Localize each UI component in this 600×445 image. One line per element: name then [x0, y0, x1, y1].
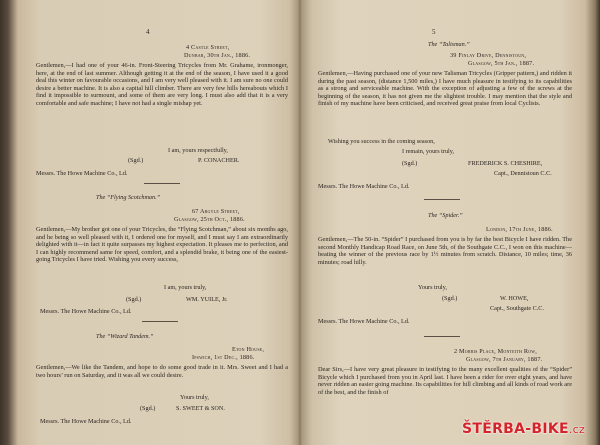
watermark-logo — [462, 421, 585, 437]
page-number: 5 — [432, 28, 436, 36]
watermark-text: ŠTĚRBA-BIKE — [462, 421, 569, 437]
letter-signer: W. HOWE, — [500, 295, 529, 302]
letter-body: Gentlemen,—My brother got one of your Tricycles, the “Flying Scotchman,” about six months ago, and he being so well pleased with it, I ordered one for myself, and I must say I am extraordinarily delighted with it—in fact it quite surpasses my highest expectation. It pleases me to perfection, and I can highly recommend same for speed, comfort, and a splendid brake, it being one of the easiest-going Tricycles I have tried. Wishing you every success, — [36, 226, 288, 263]
letter-addressee: Messrs. The Howe Machine Co., Ld. — [318, 318, 410, 325]
letter-closing: I remain, yours truly, — [402, 148, 455, 155]
letter-address-line2: Glasgow, 25th Oct., 1886. — [174, 216, 245, 223]
page-number: 4 — [146, 28, 150, 36]
left-page — [36, 0, 288, 445]
letter-addressee: Messrs. The Howe Machine Co., Ld. — [40, 418, 132, 425]
letter-title: The “Talisman.” — [428, 41, 470, 48]
letter-address-line1: 2 Morris Place, Monteith Row, — [454, 348, 537, 355]
letter-signer: S. SWEET & SON. — [176, 405, 225, 412]
letter-sgd: (Sgd.) — [442, 295, 458, 302]
letter-signer-title: Capt., Southgate C.C. — [490, 305, 544, 312]
letter-title: The “Wizard Tandem.” — [96, 333, 154, 340]
letter-address-line2: Glasgow, 7th January, 1887. — [466, 356, 543, 363]
letter-signer-title: Capt., Dennistoun C.C. — [494, 170, 552, 177]
letter-signer: WM. YUILE, Jr. — [186, 296, 228, 303]
letter-sgd: (Sgd.) — [126, 296, 142, 303]
letter-body: Gentlemen,—We like the Tandem, and hope to do some good trade in it. Mrs. Sweet and I had a two hours’ run on Saturday, and it was all we could desire. — [36, 364, 288, 379]
separator-rule — [424, 336, 460, 337]
letter-addressee: Messrs. The Howe Machine Co., Ld. — [36, 170, 128, 177]
separator-rule — [424, 199, 460, 200]
watermark-suffix: .cz — [568, 423, 586, 436]
letter-signer: FREDERICK S. CHESHIRE, — [468, 160, 543, 167]
letter-title: The “Spider.” — [428, 212, 463, 219]
right-page — [318, 0, 572, 445]
letter-title: The “Flying Scotchman.” — [96, 194, 161, 201]
letter-addressee: Messrs. The Howe Machine Co., Ld. — [318, 183, 410, 190]
letter-body: Gentlemen,—The 50-in. “Spider” I purchased from you is by far the best Bicycle I have ridden. The second Monthly Handicap Road Race, on June 5th, of the Southgate C.C., I won on this machine—beating the winner of the previous race by 1½ minutes from scratch. Distance, 10 miles; time, 36 minutes; road hilly. — [318, 236, 572, 266]
letter-closing: I am, yours truly, — [164, 284, 207, 291]
letter-address-line2: Ipswich, 1st Dec., 1886. — [192, 354, 255, 361]
letter-sgd: (Sgd.) — [128, 157, 144, 164]
letter-closing: Yours truly, — [180, 394, 209, 401]
separator-rule — [142, 321, 178, 322]
letter-body: Gentlemen,—I had one of your 46-in. Front-Steering Tricycles from Mr. Grahame, ironmonger, here, at the end of last summer. Although getting it at the end of the season, I have used it a good deal this winter on favourable occasions, and I am very well pleased with it. I am sure no one could desire a better machine. It is also a capital hill climber. There are very few hills hereabouts which I find it impossible to surmount, and some of them are very long. I must also add that it is a very comfortable and safe machine; I have not had a single mishap yet. — [36, 62, 288, 107]
letter-body: Gentlemen,—Having purchased one of your new Talisman Tricycles (Gripper pattern,) and ridden it during the past season, (distance 1,500 miles,) I have much pleasure in testifying to its capabilities as a strong and serviceable machine. With the exception of adjusting a few of the screws at the beginning of the season, it has not given me the slightest trouble. I may mention that the style and finish of my machine have been criticised, and received great praise from local Cyclists. — [318, 70, 572, 107]
letter-address-line1: 4 Castle Street, — [186, 44, 230, 51]
letter-address: London, 17th June, 1886. — [486, 226, 553, 233]
letter-closing: Yours truly, — [418, 284, 447, 291]
letter-address-line1: Eton House, — [232, 346, 265, 353]
letter-address-line1: 67 Argyle Street, — [192, 208, 240, 215]
letter-address-line1: 39 Finlay Drive, Dennistoun, — [450, 52, 527, 59]
letter-signer: P. CONACHER. — [198, 157, 240, 164]
letter-sgd: (Sgd.) — [140, 405, 156, 412]
letter-sgd: (Sgd.) — [402, 160, 418, 167]
letter-closing: I am, yours respectfully, — [168, 147, 228, 154]
letter-addressee: Messrs. The Howe Machine Co., Ld. — [40, 308, 132, 315]
separator-rule — [144, 183, 180, 184]
letter-address-line2: Dunbar, 30th Jan., 1886. — [184, 52, 251, 59]
letter-wish: Wishing you success in the coming season, — [328, 138, 435, 145]
letter-body: Dear Sirs,—I have very great pleasure in testifying to the many excellent qualities of the “Spider” Bicycle which I purchased from you in April last. I have been a rider for over eight years, and have never ridden an easier going machine. Its capabilities for hill climbing and all kinds of road work are of the best, and the finish of — [318, 366, 572, 396]
letter-address-line2: Glasgow, 5th Jan., 1887. — [468, 60, 535, 67]
